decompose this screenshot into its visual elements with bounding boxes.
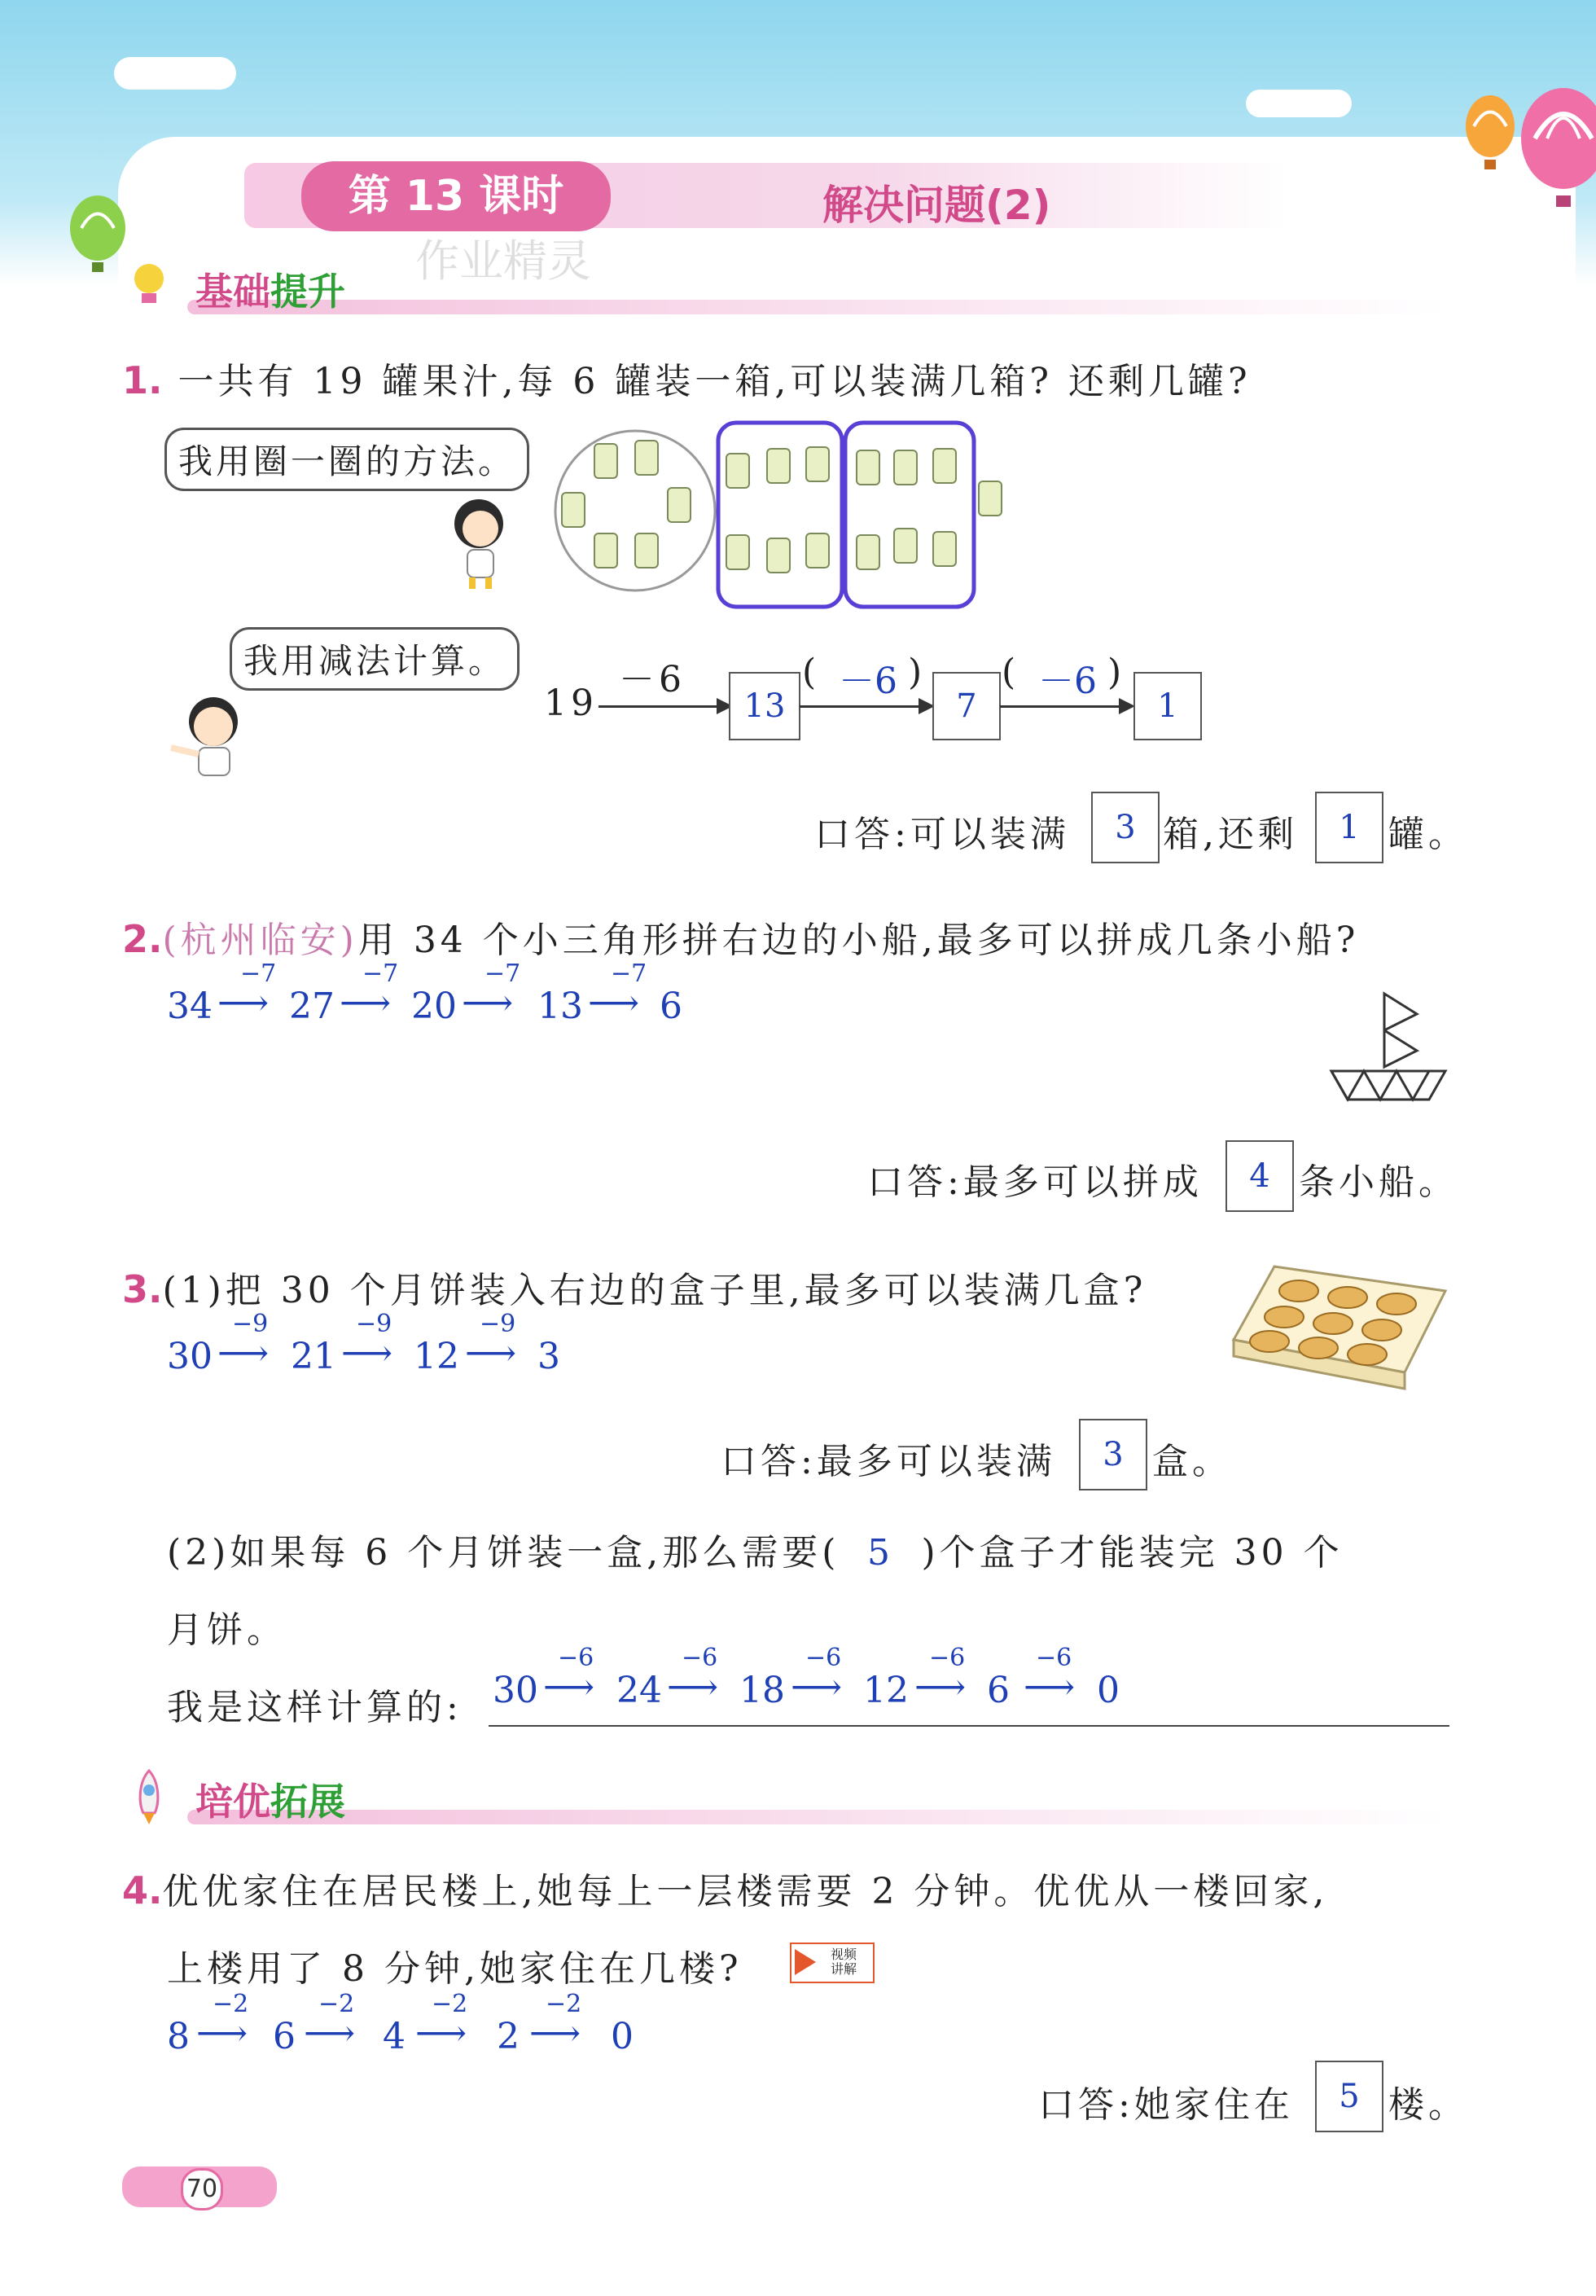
chain-arrow: ⟶ [667, 1666, 719, 1708]
answer-prefix: 口答:最多可以装满 [721, 1441, 1056, 1482]
chain-step-label: −7 [611, 959, 647, 988]
q2-chain [167, 959, 737, 1043]
answer-box: 3 [1079, 1419, 1147, 1490]
chain-arrow: ⟶ [341, 1332, 393, 1374]
answer-box: 3 [1091, 792, 1160, 863]
chain-start-value: 19 [544, 683, 598, 724]
chain-value: 21 [291, 1336, 336, 1377]
chain-value: 34 [167, 986, 213, 1027]
page-number: 70 [181, 2168, 223, 2210]
answer-suffix: 罐。 [1388, 814, 1468, 855]
chain-step-answer: －6 [1038, 661, 1097, 702]
answer-box: 7 [932, 672, 1001, 740]
question-1: 1. 一共有 19 罐果汁,每 6 罐装一箱,可以装满几箱? 还剩几罐? [122, 358, 1252, 402]
chain-value: 6 [660, 986, 682, 1027]
chain-arrow: ⟶ [914, 1666, 967, 1708]
cloud-decoration [1246, 90, 1352, 117]
answer-blank: 5 [866, 1532, 894, 1574]
mooncake-box-illustration [1226, 1250, 1454, 1397]
chain-arrow: ⟶ [196, 2013, 248, 2054]
chain-arrow: ⟶ [415, 2013, 467, 2054]
chain-step-label: −2 [432, 1990, 468, 2018]
chain-arrow: ⟶ [465, 1332, 517, 1374]
chain-value: 13 [537, 986, 583, 1027]
answer-box: 1 [1315, 792, 1383, 863]
chain-step-label: −7 [362, 959, 399, 988]
chain-arrow [1000, 705, 1122, 708]
juice-jars-illustration [554, 411, 1010, 611]
lesson-topic: 解决问题(2) [822, 182, 1051, 229]
chain-value: 0 [1097, 1670, 1120, 1711]
chain-value: 12 [863, 1670, 909, 1711]
calc-label: 我是这样计算的: [167, 1687, 463, 1728]
chain-value: 24 [616, 1670, 662, 1711]
chain-step-paren: ) [1107, 652, 1126, 693]
answer-text: 箱,还剩 [1163, 814, 1298, 855]
chain-step-label: −6 [682, 1644, 718, 1672]
answer-underline [489, 1725, 1449, 1727]
girl-illustration [440, 493, 513, 590]
chain-step-label: −6 [558, 1644, 594, 1672]
chain-step-label: −6 [929, 1644, 966, 1672]
chain-value: 8 [167, 2016, 190, 2057]
chain-value: 18 [739, 1670, 785, 1711]
chain-arrow: ⟶ [217, 982, 270, 1024]
chain-arrow [800, 705, 922, 708]
answer-suffix: 楼。 [1388, 2084, 1468, 2126]
question-3-part2-cont: 月饼。 [167, 1609, 287, 1651]
chain-arrow: ⟶ [543, 1666, 595, 1708]
chain-arrow: ⟶ [791, 1666, 843, 1708]
answer-prefix: 口答:她家住在 [1038, 2084, 1294, 2126]
answer-box: 13 [729, 672, 800, 740]
chain-step-label: −6 [1036, 1644, 1072, 1672]
chain-arrow: ⟶ [462, 982, 514, 1024]
chain-arrow: ⟶ [340, 982, 392, 1024]
chain-value: 30 [493, 1670, 538, 1711]
answer-box: 4 [1226, 1140, 1294, 1212]
chain-value: 6 [273, 2016, 296, 2057]
chain-step-label: −7 [484, 959, 521, 988]
video-label-1: 视频 [831, 1947, 857, 1962]
chain-arrow: ⟶ [588, 982, 640, 1024]
chain-value: 0 [611, 2016, 634, 2057]
balloon-icon [61, 195, 134, 285]
video-explain-button[interactable] [790, 1943, 875, 1983]
chain-value: 3 [537, 1336, 560, 1377]
chain-value: 4 [383, 2016, 406, 2057]
chain-step-paren: ) [908, 652, 927, 693]
chain-step-paren: ( [1002, 652, 1020, 693]
chain-value: 2 [497, 2016, 520, 2057]
section-title-basic: 基础提升 [195, 270, 345, 314]
question-4-line1: 4.优优家住在居民楼上,她每上一层楼需要 2 分钟。优优从一楼回家, [122, 1868, 1329, 1912]
section-bar [187, 300, 1449, 314]
lightbulb-icon [130, 259, 168, 311]
chain-arrow: ⟶ [529, 2013, 581, 2054]
boy-illustration [163, 692, 252, 782]
q3-chain1 [167, 1310, 590, 1393]
chain-step-label: −9 [232, 1310, 269, 1338]
chain-step-label: −6 [805, 1644, 842, 1672]
rocket-icon [130, 1767, 168, 1826]
question-2: 2.(杭州临安)用 34 个小三角形拼右边的小船,最多可以拼成几条小船? [122, 917, 1360, 961]
speech-bubble-boy: 我用减法计算。 [230, 627, 520, 691]
cloud-decoration [114, 57, 236, 90]
q4-chain [167, 1990, 656, 2073]
chain-step-label: －6 [619, 659, 686, 700]
chain-step-label: −2 [546, 1990, 582, 2018]
lesson-number: 第 13 课时 [301, 161, 611, 231]
watermark: 作业精灵 [415, 235, 591, 287]
page-number-badge [122, 2166, 277, 2207]
chain-arrow: ⟶ [1024, 1666, 1076, 1708]
chain-value: 6 [987, 1670, 1010, 1711]
question-4-line2: 上楼用了 8 分钟,她家住在几楼? [167, 1948, 743, 1990]
chain-value: 20 [411, 986, 457, 1027]
section-bar [187, 1810, 1449, 1824]
chain-arrow [598, 705, 721, 708]
chain-step-label: −7 [240, 959, 277, 988]
chain-arrow: ⟶ [217, 1332, 270, 1374]
chain-step-label: −2 [318, 1990, 355, 2018]
section-title-advanced: 培优拓展 [195, 1780, 345, 1824]
answer-box: 5 [1315, 2061, 1383, 2132]
arrowhead-icon [1119, 698, 1135, 714]
answer-prefix: 口答:可以装满 [814, 814, 1070, 855]
answer-suffix: 盒。 [1152, 1441, 1232, 1482]
balloon-icon [1445, 81, 1596, 228]
chain-value: 12 [414, 1336, 459, 1377]
question-3-part1: 3.(1)把 30 个月饼装入右边的盒子里,最多可以装满几盒? [122, 1267, 1147, 1311]
chain-step-paren: ( [802, 652, 821, 693]
chain-step-label: −2 [213, 1990, 249, 2018]
chain-value: 30 [167, 1336, 213, 1377]
chain-step-label: −9 [480, 1310, 516, 1338]
answer-suffix: 条小船。 [1299, 1161, 1458, 1203]
answer-prefix: 口答:最多可以拼成 [867, 1161, 1203, 1203]
sailboat-illustration [1327, 986, 1449, 1108]
chain-arrow: ⟶ [304, 2013, 356, 2054]
play-icon [795, 1949, 816, 1975]
q3-chain2 [493, 1644, 1128, 1727]
answer-box: 1 [1133, 672, 1202, 740]
chain-step-answer: －6 [839, 661, 897, 702]
video-label-2: 讲解 [831, 1961, 857, 1977]
question-3-part2: (2)如果每 6 个月饼装一盒,那么需要( 5 )个盒子才能装完 30 个 [167, 1532, 1344, 1574]
chain-value: 27 [289, 986, 335, 1027]
chain-step-label: −9 [356, 1310, 392, 1338]
speech-bubble-girl: 我用圈一圈的方法。 [164, 428, 529, 491]
